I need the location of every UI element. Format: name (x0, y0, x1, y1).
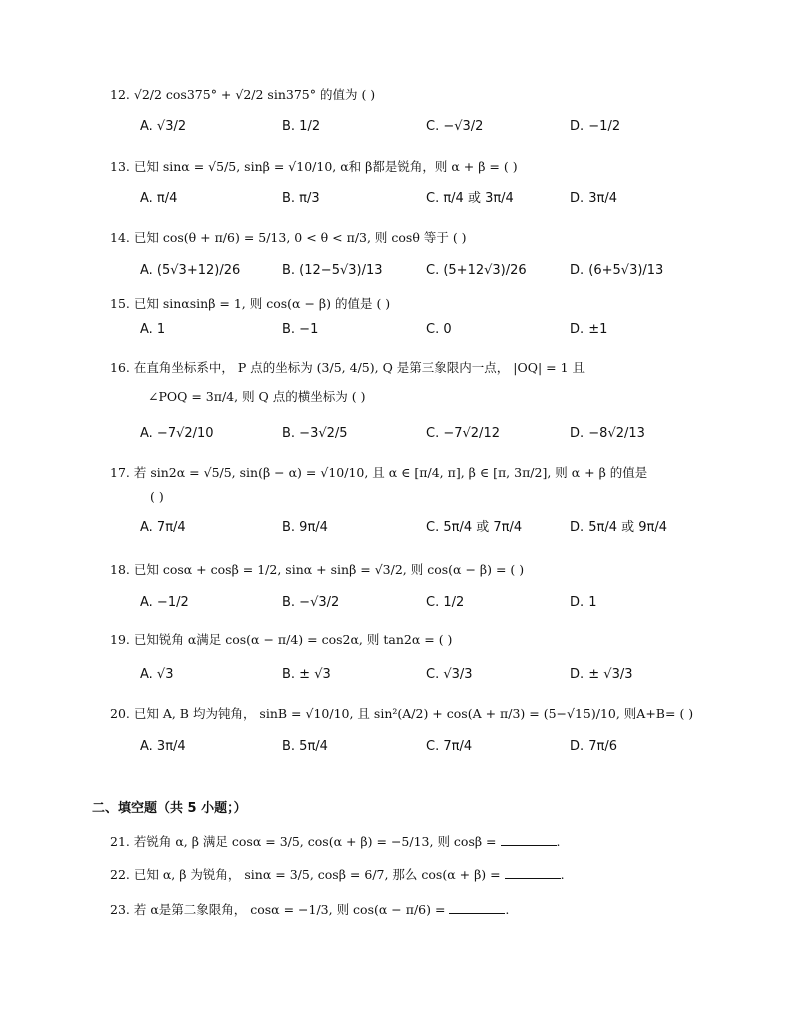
q12-option-c: C. −√3/2 (426, 119, 484, 134)
q16-option-d: D. −8√2/13 (570, 426, 645, 441)
q13-option-d: D. 3π/4 (570, 191, 618, 206)
question-14: 14. 已知 cos(θ + π/6) = 5/13, 0 < θ < π/3, 则 cosθ 等于 ( ) (110, 230, 467, 245)
question-15: 15. 已知 sinαsinβ = 1, 则 cos(α − β) 的值是 ( ) (110, 296, 391, 311)
answer-blank[interactable] (505, 866, 561, 879)
q18-option-b: B. −√3/2 (282, 595, 340, 610)
question-22: 22. 已知 α, β 为锐角， sinα = 3/5, cosβ = 6/7, 那么 cos(α + β) = . (110, 867, 565, 882)
q14-option-b: B. (12−5√3)/13 (282, 263, 383, 278)
q13-option-b: B. π/3 (282, 191, 320, 206)
q17-option-a: A. 7π/4 (140, 520, 186, 535)
q18-option-a: A. −1/2 (140, 595, 189, 610)
q15-option-d: D. ±1 (570, 322, 608, 337)
question-17: 17. 若 sin2α = √5/5, sin(β − α) = √10/10, 且 α ∈ [π/4, π], β ∈ [π, 3π/2], 则 α + β 的值是 (110, 465, 648, 480)
question-16: 16. 在直角坐标系中， P 点的坐标为 (3/5, 4/5), Q 是第三象限内一点， |OQ| = 1 且 (110, 360, 586, 375)
question-20: 20. 已知 A, B 均为钝角， sinB = √10/10, 且 sin²(A/2) + cos(A + π/3) = (5−√15)/10, 则A+B= ( ) (110, 706, 694, 721)
question-23: 23. 若 α是第二象限角， cosα = −1/3, 则 cos(α − π/6) = . (110, 902, 510, 917)
question-18: 18. 已知 cosα + cosβ = 1/2, sinα + sinβ = √3/2, 则 cos(α − β) = ( ) (110, 562, 525, 577)
q19-option-d: D. ± √3/3 (570, 667, 633, 682)
q18-option-c: C. 1/2 (426, 595, 465, 610)
q15-option-a: A. 1 (140, 322, 166, 337)
q15-option-b: B. −1 (282, 322, 319, 337)
question-13: 13. 已知 sinα = √5/5, sinβ = √10/10, α和 β都是锐角，则 α + β = ( ) (110, 159, 518, 174)
q16-option-b: B. −3√2/5 (282, 426, 348, 441)
q14-option-d: D. (6+5√3)/13 (570, 263, 664, 278)
q20-option-b: B. 5π/4 (282, 739, 328, 754)
q14-option-c: C. (5+12√3)/26 (426, 263, 527, 278)
answer-blank[interactable] (501, 833, 557, 846)
q20-option-d: D. 7π/6 (570, 739, 618, 754)
q13-option-a: A. π/4 (140, 191, 178, 206)
q15-option-c: C. 0 (426, 322, 452, 337)
q12-option-d: D. −1/2 (570, 119, 621, 134)
question-21: 21. 若锐角 α, β 满足 cosα = 3/5, cos(α + β) = −5/13, 则 cosβ = . (110, 834, 561, 849)
q17-option-b: B. 9π/4 (282, 520, 328, 535)
question-17-line2: ( ) (150, 489, 164, 504)
q17-option-c: C. 5π/4 或 7π/4 (426, 520, 523, 535)
question-16-line2: ∠POQ = 3π/4, 则 Q 点的横坐标为 ( ) (148, 389, 366, 404)
q13-option-c: C. π/4 或 3π/4 (426, 191, 514, 206)
question-12: 12. √2/2 cos375° + √2/2 sin375° 的值为 ( ) (110, 87, 376, 102)
section-2-heading: 二、填空题（共 5 小题；） (92, 801, 247, 816)
q19-option-a: A. √3 (140, 667, 174, 682)
question-23-text: 23. 若 α是第二象限角， cosα = −1/3, 则 cos(α − π/6) = (110, 902, 450, 917)
q12-option-a: A. √3/2 (140, 119, 187, 134)
q12-option-b: B. 1/2 (282, 119, 321, 134)
q14-option-a: A. (5√3+12)/26 (140, 263, 241, 278)
q17-option-d: D. 5π/4 或 9π/4 (570, 520, 668, 535)
question-22-text: 22. 已知 α, β 为锐角， sinα = 3/5, cosβ = 6/7, 那么 cos(α + β) = (110, 867, 505, 882)
q20-option-c: C. 7π/4 (426, 739, 473, 754)
question-19: 19. 已知锐角 α满足 cos(α − π/4) = cos2α, 则 tan2α = ( ) (110, 632, 453, 647)
q16-option-c: C. −7√2/12 (426, 426, 500, 441)
answer-blank[interactable] (449, 901, 505, 914)
q16-option-a: A. −7√2/10 (140, 426, 214, 441)
q20-option-a: A. 3π/4 (140, 739, 186, 754)
q18-option-d: D. 1 (570, 595, 597, 610)
q19-option-b: B. ± √3 (282, 667, 331, 682)
question-21-text: 21. 若锐角 α, β 满足 cosα = 3/5, cos(α + β) = −5/13, 则 cosβ = (110, 834, 501, 849)
q19-option-c: C. √3/3 (426, 667, 473, 682)
